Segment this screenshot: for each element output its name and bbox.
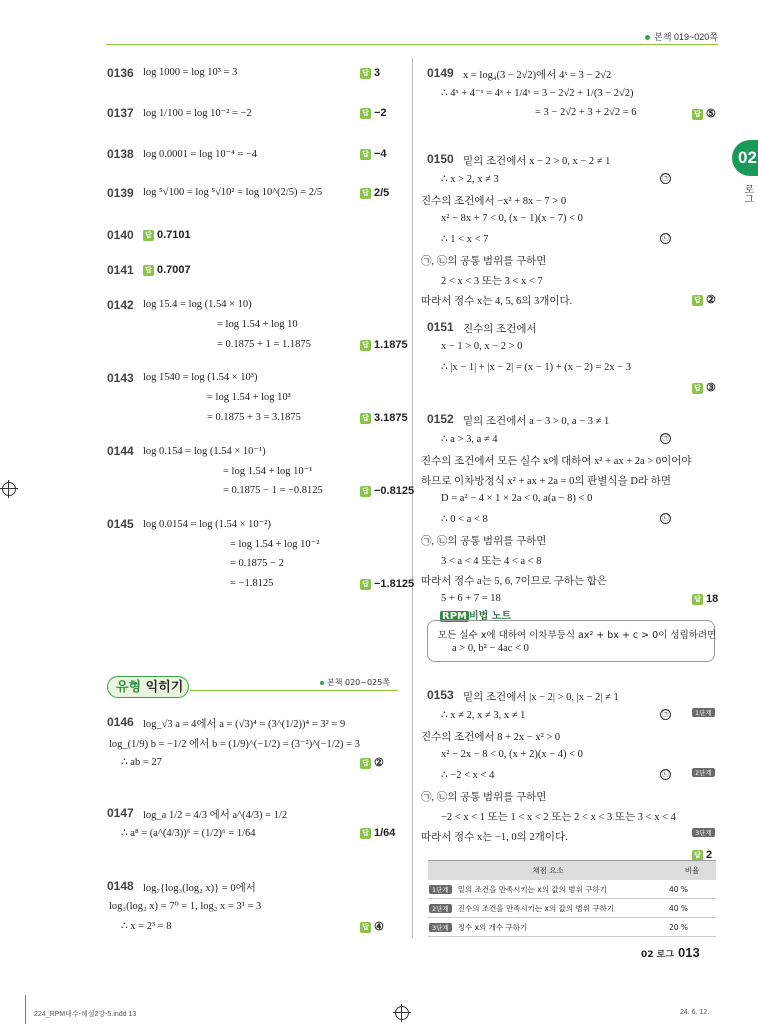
problem-number: 0151 <box>427 320 454 334</box>
solution-line: x² − 2x − 8 < 0, (x + 2)(x − 4) < 0 <box>441 749 583 760</box>
step-tag: 3단계 <box>692 828 715 837</box>
solution-line: 2 < x < 3 또는 3 < x < 7 <box>441 276 543 287</box>
problem-number: 0144 <box>107 444 134 458</box>
solution-line: x² − 8x + 7 < 0, (x − 1)(x − 7) < 0 <box>441 213 583 224</box>
marker-2: ㉡ <box>662 514 669 522</box>
answer-value: ③ <box>706 382 716 394</box>
solution-line: ∴ x = 2³ = 8 <box>121 921 172 932</box>
registration-mark-icon <box>2 482 16 496</box>
problem-number: 0148 <box>107 879 134 893</box>
answer-mark <box>360 339 408 351</box>
type-section-ref: 본책 020~025쪽 <box>320 677 390 688</box>
answer-mark <box>692 381 716 394</box>
solution-line: = 0.1875 + 3 = 3.1875 <box>207 412 301 423</box>
answer-mark <box>360 485 414 497</box>
problem-number: 0147 <box>107 806 134 820</box>
solution-line: ∴ a > 3, a ≠ 4 <box>441 434 498 445</box>
answer-icon: 답 <box>360 922 371 933</box>
problem-number: 0149 <box>427 66 454 80</box>
solution-line: D = a² − 4 × 1 × 2a < 0, a(a − 8) < 0 <box>441 493 593 504</box>
solution-line: log₇{log₃(log₂ x)} = 0에서 <box>143 883 256 894</box>
problem-number: 0137 <box>107 106 134 120</box>
solution-line: 하므로 이차방정식 x² + ax + 2a = 0의 판별식을 D라 하면 <box>421 476 671 487</box>
grading-header-item: 채점 요소 <box>428 861 668 881</box>
problem-number: 0145 <box>107 517 134 531</box>
solution-line: log ⁵√100 = log ⁵√10² = log 10^(2/5) = 2/5 <box>143 187 323 198</box>
rpm-note-box <box>427 620 715 662</box>
marker-1: ㉠ <box>662 174 669 182</box>
solution-line: 밑의 조건에서 a − 3 > 0, a − 3 ≠ 1 <box>463 416 610 427</box>
answer-icon: 답 <box>360 758 371 769</box>
solution-line: ㉠, ㉡의 공통 범위를 구하면 <box>421 536 547 547</box>
answer-mark <box>143 229 191 241</box>
marker-1: ㉠ <box>662 710 669 718</box>
solution-line: = 3 − 2√2 + 3 + 2√2 = 6 <box>535 107 637 118</box>
problem-number: 0142 <box>107 298 134 312</box>
solution-line: log 0.0154 = log (1.54 × 10⁻²) <box>143 519 271 530</box>
problem-number: 0153 <box>427 688 454 702</box>
answer-mark <box>360 756 384 769</box>
table-row: 1단계 밑의 조건을 만족시키는 x의 값의 범위 구하기 40 % <box>428 880 716 899</box>
solution-line: 따라서 정수 a는 5, 6, 7이므로 구하는 합은 <box>421 576 608 587</box>
answer-value: ⑤ <box>706 108 716 120</box>
chapter-tab: 02 <box>732 140 758 176</box>
solution-line: log_√3 a = 4에서 a = (√3)⁴ = (3^(1/2))⁴ = 3² = 9 <box>143 719 346 730</box>
answer-icon: 답 <box>360 68 371 79</box>
problem-number: 0136 <box>107 66 134 80</box>
solution-line: ㉠, ㉡의 공통 범위를 구하면 <box>421 792 547 803</box>
solution-line: = log 1.54 + log 10⁻² <box>230 539 320 550</box>
answer-value: 18 <box>706 593 719 605</box>
answer-icon: 답 <box>360 108 371 119</box>
answer-icon: 답 <box>360 486 371 497</box>
problem-number: 0150 <box>427 152 454 166</box>
answer-mark <box>360 920 384 933</box>
solution-line: 진수의 조건에서 <box>463 324 537 335</box>
solution-line: ∴ 4ˣ + 4⁻ˣ = 4ˣ + 1/4ˣ = 3 − 2√2 + 1/(3 − 2√2) <box>441 88 634 99</box>
answer-value: −0.8125 <box>374 485 415 497</box>
solution-line: 따라서 정수 x는 −1, 0의 2개이다. <box>421 832 568 843</box>
solution-line: 밑의 조건에서 x − 2 > 0, x − 2 ≠ 1 <box>463 156 611 167</box>
table-row: 2단계 진수의 조건을 만족시키는 x의 값의 범위 구하기 40 % <box>428 899 716 918</box>
marker-2: ㉡ <box>662 770 669 778</box>
solution-line: log₃(log₂ x) = 7⁰ = 1, log₂ x = 3¹ = 3 <box>109 901 262 912</box>
problem-number: 0152 <box>427 412 454 426</box>
answer-mark <box>360 107 387 119</box>
solution-line: ∴ 0 < a < 8 <box>441 514 488 525</box>
solution-line: log_a 1/2 = 4/3 에서 a^(4/3) = 1/2 <box>143 810 288 821</box>
answer-value: 1/64 <box>374 827 396 839</box>
chapter-tab-label: 로그 <box>742 184 753 204</box>
page-footer: 02 로그 013 <box>641 945 700 960</box>
bullet-icon <box>320 681 324 685</box>
answer-icon: 답 <box>692 109 703 120</box>
solution-line: ∴ x > 2, x ≠ 3 <box>441 174 499 185</box>
answer-icon: 답 <box>360 579 371 590</box>
answer-mark <box>360 578 414 590</box>
solution-line: ∴ a⁸ = (a^(4/3))⁶ = (1/2)⁶ = 1/64 <box>121 828 256 839</box>
answer-mark <box>360 67 380 79</box>
answer-icon: 답 <box>143 265 154 276</box>
solution-line: log 0.0001 = log 10⁻⁴ = −4 <box>143 149 258 160</box>
page-header-ref: 본책 019~020쪽 <box>645 30 718 43</box>
answer-icon: 답 <box>360 340 371 351</box>
answer-value: 0.7007 <box>157 264 191 276</box>
answer-mark <box>692 293 716 306</box>
type-section-rule <box>190 690 398 691</box>
solution-line: 진수의 조건에서 −x² + 8x − 7 > 0 <box>421 196 567 207</box>
answer-mark <box>360 148 387 160</box>
solution-line: 진수의 조건에서 8 + 2x − x² > 0 <box>421 732 561 743</box>
answer-value: ② <box>374 757 384 769</box>
answer-mark <box>360 187 389 199</box>
grading-table <box>428 860 716 937</box>
solution-line: 밑의 조건에서 |x − 2| > 0, |x − 2| ≠ 1 <box>463 692 619 703</box>
solution-line: 3 < a < 4 또는 4 < a < 8 <box>441 556 542 567</box>
solution-line: −2 < x < 1 또는 1 < x < 2 또는 2 < x < 3 또는 3 < x < 4 <box>441 812 676 823</box>
step-tag: 2단계 <box>692 768 715 777</box>
solution-line: log 1000 = log 10³ = 3 <box>143 67 238 78</box>
solution-line: log 1540 = log (1.54 × 10³) <box>143 372 258 383</box>
marker-1: ㉠ <box>662 434 669 442</box>
rpm-note-tag: RPM 비법 노트 <box>436 607 515 622</box>
problem-number: 0146 <box>107 715 134 729</box>
solution-line: x = log₄(3 − 2√2)에서 4ˣ = 3 − 2√2 <box>463 70 612 81</box>
answer-icon: 답 <box>360 188 371 199</box>
solution-line: ∴ |x − 1| + |x − 2| = (x − 1) + (x − 2) = 2x − 3 <box>441 362 631 373</box>
problem-number: 0140 <box>107 228 134 242</box>
answer-value: ② <box>706 294 716 306</box>
top-rule <box>106 44 718 45</box>
answer-icon: 답 <box>692 850 703 861</box>
solution-line: = log 1.54 + log 10 <box>217 319 298 330</box>
solution-line: ㉠, ㉡의 공통 범위를 구하면 <box>421 256 547 267</box>
registration-mark-icon <box>395 1006 409 1020</box>
step-tag: 1단계 <box>692 708 715 717</box>
answer-mark <box>692 593 718 605</box>
problem-number: 0138 <box>107 147 134 161</box>
crop-mark <box>25 995 26 1024</box>
answer-value: 0.7101 <box>157 229 191 241</box>
bullet-icon <box>645 35 650 40</box>
solution-line: 따라서 정수 x는 4, 5, 6의 3개이다. <box>421 296 573 307</box>
solution-line: = −1.8125 <box>230 578 274 589</box>
grading-header-ratio: 비율 <box>668 861 716 881</box>
solution-line: = 0.1875 − 1 = −0.8125 <box>223 485 323 496</box>
answer-value: 1.1875 <box>374 339 408 351</box>
problem-number: 0139 <box>107 186 134 200</box>
answer-icon: 답 <box>360 149 371 160</box>
solution-line: = log 1.54 + log 10⁻¹ <box>223 466 313 477</box>
problem-number: 0141 <box>107 263 134 277</box>
rpm-note-line1: 모든 실수 x에 대하여 이차부등식 ax² + bx + c > 0이 성립하려면 <box>438 630 717 641</box>
solution-line: ∴ x ≠ 2, x ≠ 3, x ≠ 1 <box>441 710 526 721</box>
answer-icon: 답 <box>692 383 703 394</box>
solution-line: = 0.1875 + 1 = 1.1875 <box>217 339 311 350</box>
rpm-note-line2: a > 0, b² − 4ac < 0 <box>452 643 529 654</box>
answer-icon: 답 <box>143 230 154 241</box>
answer-value: ④ <box>374 921 384 933</box>
solution-line: ∴ 1 < x < 7 <box>441 234 489 245</box>
table-row: 3단계 정수 x의 개수 구하기 20 % <box>428 918 716 937</box>
solution-line: 5 + 6 + 7 = 18 <box>441 593 501 604</box>
answer-value: −4 <box>374 148 387 160</box>
solution-line: log 0.154 = log (1.54 × 10⁻¹) <box>143 446 266 457</box>
print-date: 24. 6. 12. <box>680 1009 710 1016</box>
answer-value: 3 <box>374 67 381 79</box>
problem-number: 0143 <box>107 371 134 385</box>
solution-line: log 15.4 = log (1.54 × 10) <box>143 299 252 310</box>
solution-line: = log 1.54 + log 10³ <box>207 392 291 403</box>
answer-value: −1.8125 <box>374 578 415 590</box>
answer-icon: 답 <box>360 413 371 424</box>
solution-line: log_(1/9) b = −1/2 에서 b = (1/9)^(−1/2) = (3⁻²)^(−1/2) = 3 <box>109 739 360 750</box>
answer-value: −2 <box>374 107 387 119</box>
marker-2: ㉡ <box>662 234 669 242</box>
solution-line: log 1/100 = log 10⁻² = −2 <box>143 108 252 119</box>
answer-mark <box>692 107 716 120</box>
answer-icon: 답 <box>692 594 703 605</box>
answer-value: 2 <box>706 849 713 861</box>
column-divider <box>412 58 413 938</box>
answer-mark <box>143 264 191 276</box>
answer-mark <box>360 827 395 839</box>
solution-line: ∴ −2 < x < 4 <box>441 770 495 781</box>
answer-value: 3.1875 <box>374 412 408 424</box>
print-file-name: 224_RPM대수-해설2강-5.indd 13 <box>34 1011 137 1018</box>
solution-line: 진수의 조건에서 모든 실수 x에 대하여 x² + ax + 2a > 0이어야 <box>421 456 692 467</box>
solution-line: x − 1 > 0, x − 2 > 0 <box>441 341 523 352</box>
solution-line: ∴ ab = 27 <box>121 757 162 768</box>
type-section-heading: 유형 익히기 <box>107 676 189 698</box>
answer-mark <box>360 412 408 424</box>
answer-icon: 답 <box>360 828 371 839</box>
solution-line: = 0.1875 − 2 <box>230 558 284 569</box>
answer-icon: 답 <box>692 295 703 306</box>
answer-value: 2/5 <box>374 187 390 199</box>
